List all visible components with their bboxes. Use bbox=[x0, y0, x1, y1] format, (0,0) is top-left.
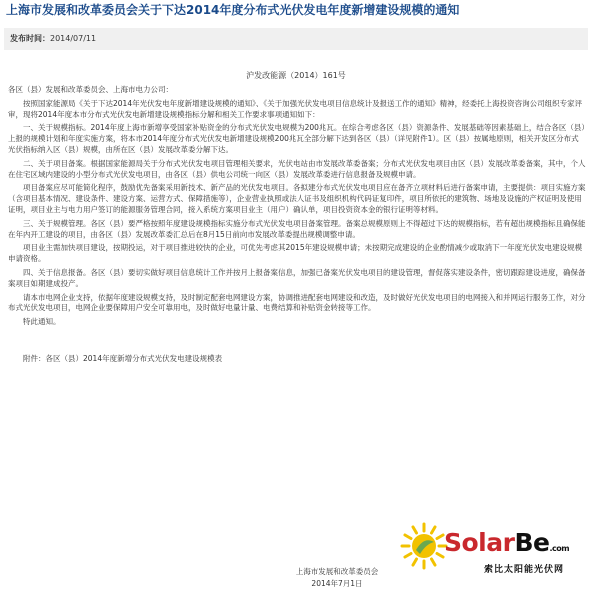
body-paragraph: 四、关于信息报备。各区（县）要切实做好项目信息统计工作并按月上报备案信息，加强已备案光伏发电项目的建设管理，督促落实建设条件，密切跟踪建设进度，确保备案项目如期建成投产。 bbox=[8, 267, 586, 288]
body-paragraph: 项目备案应尽可能简化程序，鼓励优先备案采用新技术、新产品的光伏发电项目。各拟建分布式光伏发电项目应在备齐立项材料后进行备案申请，主要提供：项目实施方案（含项目基本情况、建设条件、建设方案、运营方式、保障措施等），企业营业执照或法人证书及组织机构代码证复印件，项目所依托的建筑物、场地及设施的产权证明及使用证明，项目业主与电力用户签订的能源服务管理合同，接入系统方案项目业主（用户）确认单，项目投资资本金的银行证明等材料。 bbox=[8, 183, 586, 214]
sun-ray bbox=[405, 535, 411, 539]
solarbe-watermark bbox=[400, 522, 590, 584]
addressee: 各区（县）发展和改革委员会、上海市电力公司： bbox=[8, 85, 173, 94]
notice-title: 上海市发展和改革委员会关于下达2014年度分布式光伏发电年度新增建设规模的通知 bbox=[6, 3, 460, 17]
body-paragraph: 一、关于规模指标。2014年度上海市新增享受国家补贴资金的分布式光伏发电规模为200兆瓦。在综合考虑各区（县）资源条件、发展基础等因素基础上，结合各区（县）上报的规模计划和年度实施方案，将本市2014年度分布式光伏发电新增建设规模200兆瓦全部分解下达到各区（县）（详见附件1）。区（县）按属地原则，相关开发区分布式光伏指标纳入区（县）规模，由所在区（县）发展改革委分解下达。 bbox=[8, 123, 586, 154]
brand-be-text: Be bbox=[514, 528, 550, 557]
sun-ray bbox=[413, 559, 417, 565]
brand-solar-text: Solar bbox=[444, 528, 515, 557]
signature-date: 2014年7月1日 bbox=[311, 579, 363, 588]
document-body bbox=[8, 85, 586, 368]
body-paragraph: 按照国家能源局《关于下达2014年光伏发电年度新增建设规模的通知》、《关于加强光伏发电项目信息统计及报送工作的通知》精神，经委托上海投资咨询公司组织专家评审，现将2014年度本市分布式光伏发电新增建设规模指标分解和相关工作要求事项通知如下： bbox=[8, 98, 583, 119]
publish-meta-bar bbox=[4, 28, 588, 50]
sun-logo-icon bbox=[400, 522, 448, 570]
body-paragraph: 特此通知。 bbox=[23, 317, 61, 327]
body-paragraph: 项目业主需加快项目建设，按期投运，对于项目推进较快的企业，可优先考虑其2015年建设规模申请；未按期完成建设的企业酌情减少或取消下一年度光伏发电建设规模申请资格。 bbox=[8, 243, 583, 264]
sun-ray bbox=[437, 554, 443, 558]
publish-date: 2014/07/11 bbox=[50, 34, 97, 43]
attachment-note: 附件：各区（县）2014年度新增分布式光伏发电建设规模表 bbox=[23, 353, 223, 363]
document-number: 沪发改能源（2014）161号 bbox=[246, 71, 346, 80]
sun-ray bbox=[432, 559, 436, 565]
publish-label: 发布时间： bbox=[10, 34, 50, 43]
sun-ray bbox=[432, 527, 436, 533]
body-paragraph: 请本市电网企业支持，依据年度建设规模支持，及时制定配套电网建设方案，协调推进配套电网建设和改造，及时做好光伏发电项目的电网接入和并网运行服务工作，对分布式光伏发电项目，电网企业要保障用户安全可靠用电，及时做好电量计量、电费结算和补贴资金转接等工作。 bbox=[8, 292, 586, 313]
sun-ray bbox=[413, 527, 417, 533]
body-paragraph: 二、关于项目备案。根据国家能源局关于分布式光伏发电项目管理相关要求，光伏电站由市发展改革委备案；分布式光伏发电项目由区（县）发展改革委备案，其中，个人在住宅区域内建设的小型分布式光伏发电项目，由各区（县）供电公司统一向区（县）发展改革委进行信息报备及规模申请。 bbox=[8, 158, 586, 179]
signature-org: 上海市发展和改革委员会 bbox=[295, 567, 379, 576]
watermark-brand bbox=[444, 528, 569, 557]
sun-ray bbox=[405, 554, 411, 558]
sun-ray bbox=[437, 535, 443, 539]
brand-domain-text: .com bbox=[549, 544, 570, 553]
body-paragraph: 三、关于规模管理。各区（县）要严格按照年度建设规模指标实施分布式光伏发电项目备案管理。备案总规模原则上不得超过下达的规模指标，若有超出规模指标且确保能在年内开工建设的项目，由各区（县）发展改革委汇总后在8月15日前向市发展改革委提出规模调整申请。 bbox=[8, 218, 586, 239]
watermark-slogan: 索比太阳能光伏网 bbox=[484, 565, 565, 575]
